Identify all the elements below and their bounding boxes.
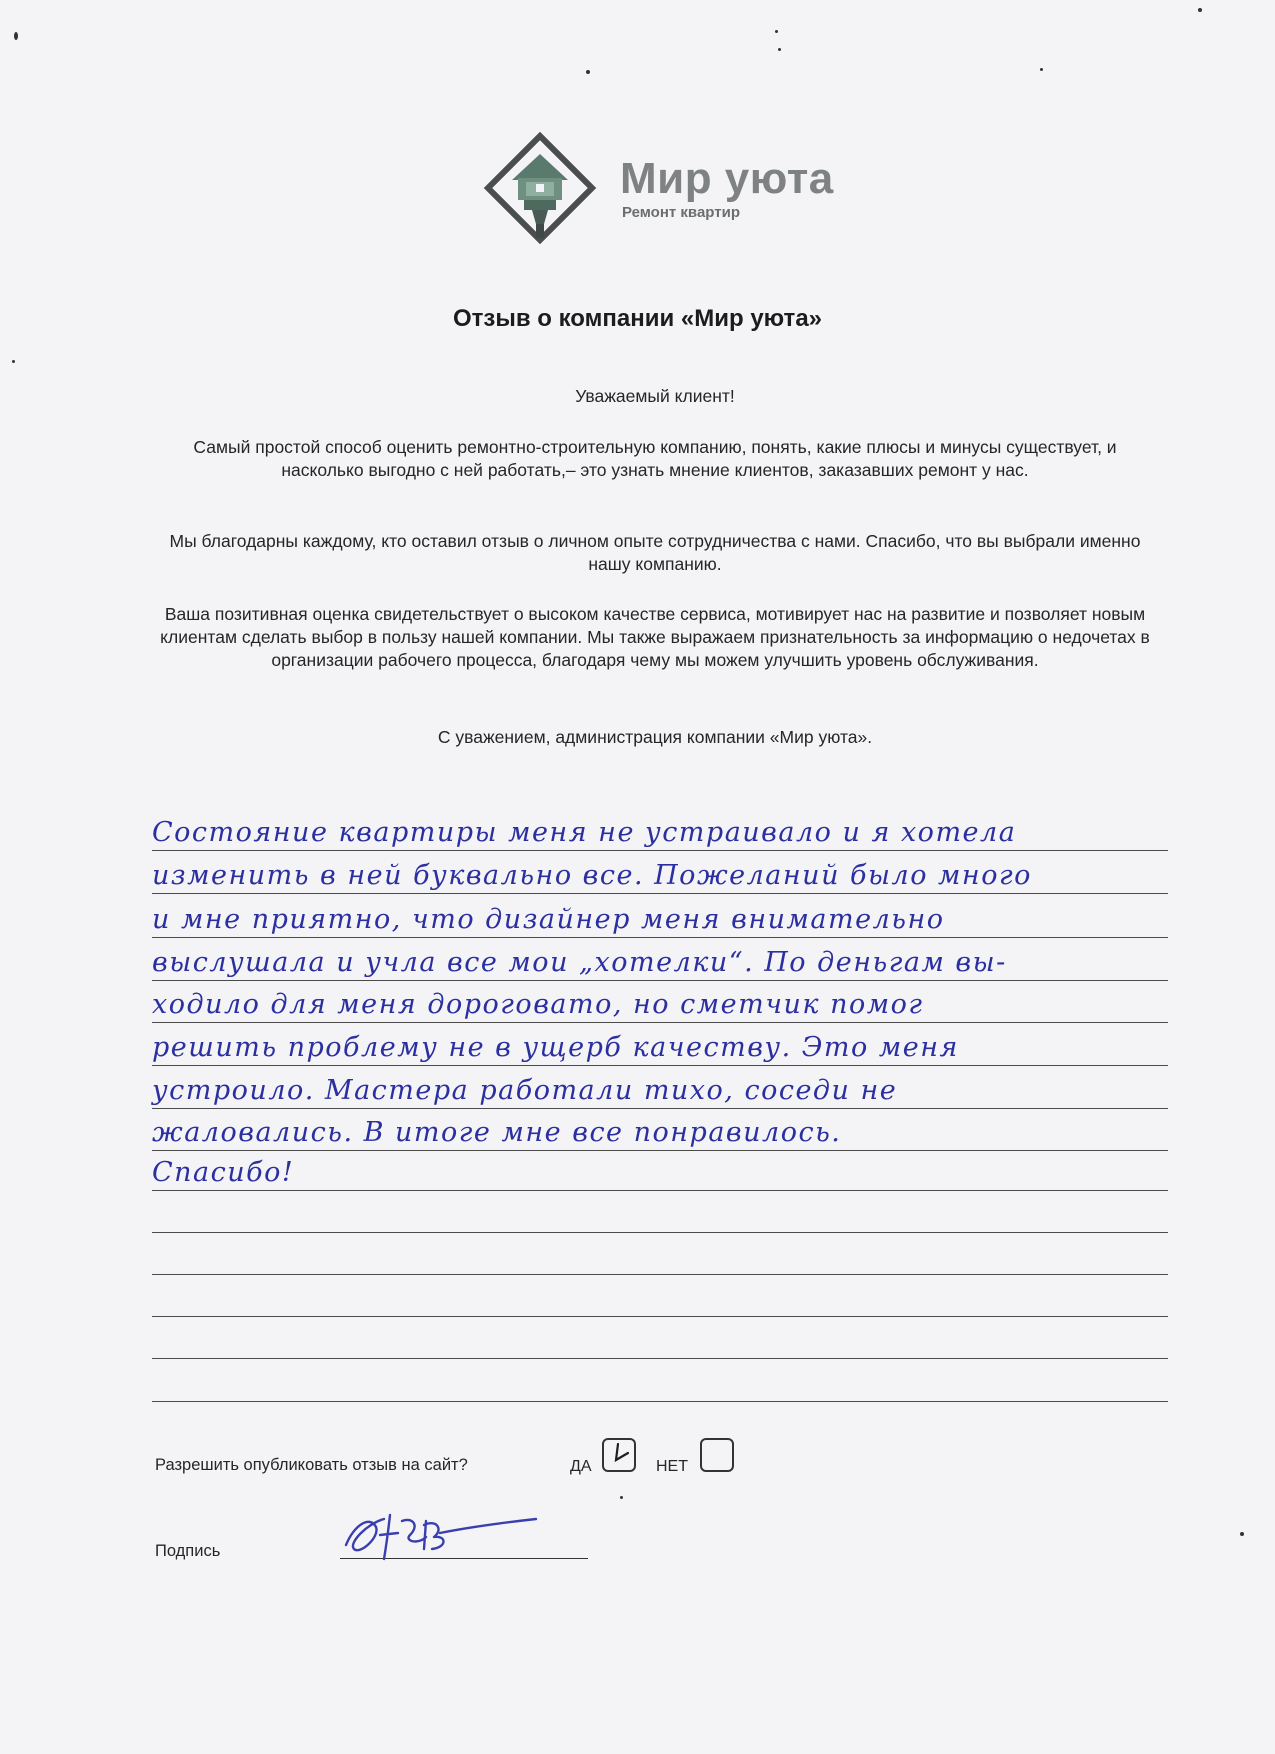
yes-label: ДА [570,1458,592,1475]
answer-rule [152,1108,1168,1109]
intro-paragraph: Самый простой способ оценить ремонтно-строительную компанию, понять, какие плюсы и минусы существует, и насколько выгодно с ней работать,– это узнать мнение клиентов, заказавших ремонт у нас. [193,437,1117,480]
answer-rule [152,893,1168,894]
feedback-paragraph: Ваша позитивная оценка свидетельствует о высоком качестве сервиса, мотивирует нас на развитие и позволяет новым клиентам сделать выбор в пользу нашей компании. Мы также выражаем признательность за информацию о недочетах в организации рабочего процесса, благодаря чему мы можем улучшить уровень обслуживания. [160,604,1150,670]
brand-name: Мир уюта [620,154,834,203]
greeting: Уважаемый клиент! [575,386,735,406]
page-title: Отзыв о компании «Мир уюта» [452,305,823,332]
answer-rule [152,1401,1168,1402]
scan-speck [12,360,15,363]
answer-rule [152,850,1168,851]
scan-speck [778,48,781,51]
closing-text: С уважением, администрация компании «Мир уюта». [437,727,873,747]
signature-scribble [340,1505,540,1565]
scan-speck [620,1496,623,1499]
answer-rule [152,1358,1168,1359]
signature-label: Подпись [155,1542,221,1560]
handwritten-line: выслушала и учла все мои „хотелки“. По деньгам вы- [152,947,1007,978]
answer-rule [152,1274,1168,1275]
scan-speck [1240,1532,1244,1536]
handwritten-line: ходило для меня дороговато, но сметчик помог [152,989,924,1020]
scan-speck [586,70,590,74]
answer-rule [152,1232,1168,1233]
brand-subtitle: Ремонт квартир [622,204,740,221]
company-logo [480,128,840,248]
answer-rule [152,1150,1168,1151]
scan-speck [1198,8,1202,12]
answer-rule [152,1316,1168,1317]
publish-question: Разрешить опубликовать отзыв на сайт? [155,1456,468,1474]
answer-rule [152,1190,1168,1191]
scan-speck [14,32,18,40]
answer-rule [152,937,1168,938]
no-checkbox[interactable] [700,1438,734,1472]
handwritten-line: Состояние квартиры меня не устраивало и я хотела [152,817,1017,848]
handwritten-line: жаловались. В итоге мне все понравилось. [152,1117,842,1148]
handwritten-line: и мне приятно, что дизайнер меня внимательно [152,904,945,935]
scan-speck [775,30,778,33]
scan-speck [1040,68,1043,71]
thanks-paragraph: Мы благодарны каждому, кто оставил отзыв о личном опыте сотрудничества с нами. Спасибо, что вы выбрали именно нашу компанию. [169,531,1141,574]
handwritten-line: решить проблему не в ущерб качеству. Это меня [152,1032,959,1063]
yes-checkbox[interactable] [602,1438,636,1472]
answer-rule [152,1022,1168,1023]
house-brush-logo-icon [480,128,600,248]
answer-rule [152,980,1168,981]
answer-rule [152,1065,1168,1066]
no-label: НЕТ [656,1458,688,1475]
handwritten-line: Спасибо! [152,1157,295,1188]
handwritten-line: устроило. Мастера работали тихо, соседи не [152,1075,898,1106]
checkmark-icon [604,1440,634,1470]
handwritten-line: изменить в ней буквально все. Пожеланий было много [152,860,1032,891]
